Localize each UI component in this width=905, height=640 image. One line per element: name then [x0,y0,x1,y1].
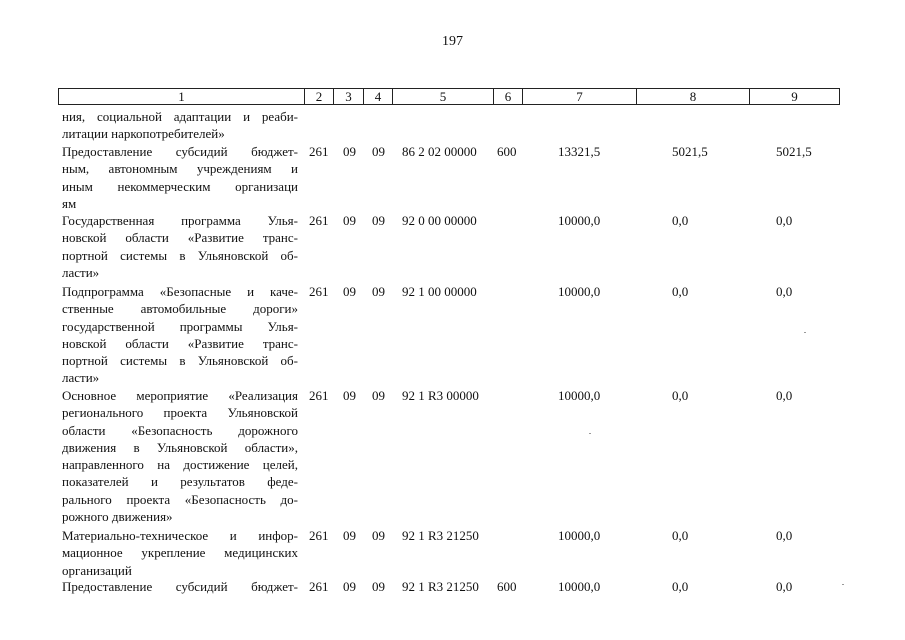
cell-target-article: 86 2 02 00000 [402,144,477,159]
cell-section: 09 [343,213,356,228]
cell-amount-2: 0,0 [672,284,689,299]
header-cell-7: 7 [523,88,637,105]
cell-target-article: 92 1 00 00000 [402,284,477,299]
cell-target-article: 92 1 R3 00000 [402,388,479,403]
description-line: ям [62,195,77,211]
row-description [62,578,298,595]
cell-amount-3: 0,0 [776,213,793,228]
cell-subsection: 09 [372,284,385,299]
cell-admin-code: 261 [309,579,329,594]
cell-admin-code: 261 [309,213,329,228]
cell-target-article: 92 0 00 00000 [402,213,477,228]
cell-amount-1: 10000,0 [558,579,601,594]
header-cell-1: 1 [58,88,305,105]
header-cell-2: 2 [305,88,334,105]
description-line: ласти» [62,370,100,386]
description-line: ласти» [62,264,100,280]
cell-subsection: 09 [372,144,385,159]
row-description [62,143,298,212]
description-line: портной системы в Ульяновской об- [62,247,298,263]
description-line: новской области «Развитие транс- [62,335,298,351]
description-line: показателей и результатов феде- [62,474,298,490]
page-number: 197 [442,34,463,49]
description-line: направленного на достижение целей, [62,457,298,473]
cell-admin-code: 261 [309,388,329,403]
cell-admin-code: 261 [309,528,329,543]
description-line: области «Безопасность дорожного [62,422,298,438]
description-line: ния, социальной адаптации и реаби- [62,109,298,124]
cell-target-article: 92 1 R3 21250 [402,528,479,543]
scan-speck [589,433,591,434]
cell-amount-2: 0,0 [672,213,689,228]
description-line: Подпрограмма «Безопасные и каче- [62,284,298,299]
cell-amount-1: 10000,0 [558,213,601,228]
description-line: организаций [62,562,132,578]
cell-section: 09 [343,388,356,403]
cell-section: 09 [343,144,356,159]
cell-subsection: 09 [372,528,385,543]
description-line: новской области «Развитие транс- [62,230,298,246]
description-line: иным некоммерческим организаци [62,178,298,194]
cell-amount-2: 0,0 [672,579,689,594]
cell-subsection: 09 [372,388,385,403]
header-cell-6: 6 [494,88,523,105]
description-line: портной системы в Ульяновской об- [62,353,298,369]
description-line: Предоставление субсидий бюджет- [62,144,298,159]
cell-subsection: 09 [372,579,385,594]
row-description [62,108,298,143]
description-line: ным, автономным учреждениям и [62,161,298,177]
description-line: рального проекта «Безопасность до- [62,491,298,507]
cell-amount-2: 0,0 [672,528,689,543]
cell-amount-1: 10000,0 [558,388,601,403]
cell-amount-1: 10000,0 [558,528,601,543]
description-line: Предоставление субсидий бюджет- [62,579,298,594]
header-cell-4: 4 [364,88,393,105]
cell-admin-code: 261 [309,144,329,159]
cell-amount-3: 0,0 [776,388,793,403]
description-line: Основное мероприятие «Реализация [62,388,298,403]
cell-admin-code: 261 [309,284,329,299]
description-line: ственные автомобильные дороги» [62,301,298,317]
cell-section: 09 [343,579,356,594]
description-line: Материально-техническое и инфор- [62,528,298,543]
cell-amount-1: 10000,0 [558,284,601,299]
cell-amount-1: 13321,5 [558,144,601,159]
header-cell-3: 3 [334,88,364,105]
row-description [62,527,298,579]
scan-speck [804,332,806,333]
cell-section: 09 [343,528,356,543]
scan-speck [842,584,844,585]
description-line: регионального проекта Ульяновской [62,405,298,421]
description-line: движения в Ульяновской области», [62,439,298,455]
cell-amount-3: 0,0 [776,579,793,594]
description-line: рожного движения» [62,509,173,525]
cell-amount-2: 5021,5 [672,144,708,159]
cell-expense-type: 600 [497,144,517,159]
cell-expense-type: 600 [497,579,517,594]
cell-amount-2: 0,0 [672,388,689,403]
cell-amount-3: 0,0 [776,528,793,543]
description-line: мационное укрепление медицинских [62,545,298,561]
header-cell-8: 8 [637,88,750,105]
cell-target-article: 92 1 R3 21250 [402,579,479,594]
header-cell-9: 9 [750,88,840,105]
row-description [62,283,298,387]
description-line: литации наркопотребителей» [62,126,225,142]
row-description [62,212,298,281]
description-line: государственной программы Улья- [62,318,298,334]
cell-subsection: 09 [372,213,385,228]
cell-section: 09 [343,284,356,299]
description-line: Государственная программа Улья- [62,213,298,228]
header-cell-5: 5 [393,88,494,105]
cell-amount-3: 5021,5 [776,144,812,159]
row-description [62,387,298,525]
cell-amount-3: 0,0 [776,284,793,299]
